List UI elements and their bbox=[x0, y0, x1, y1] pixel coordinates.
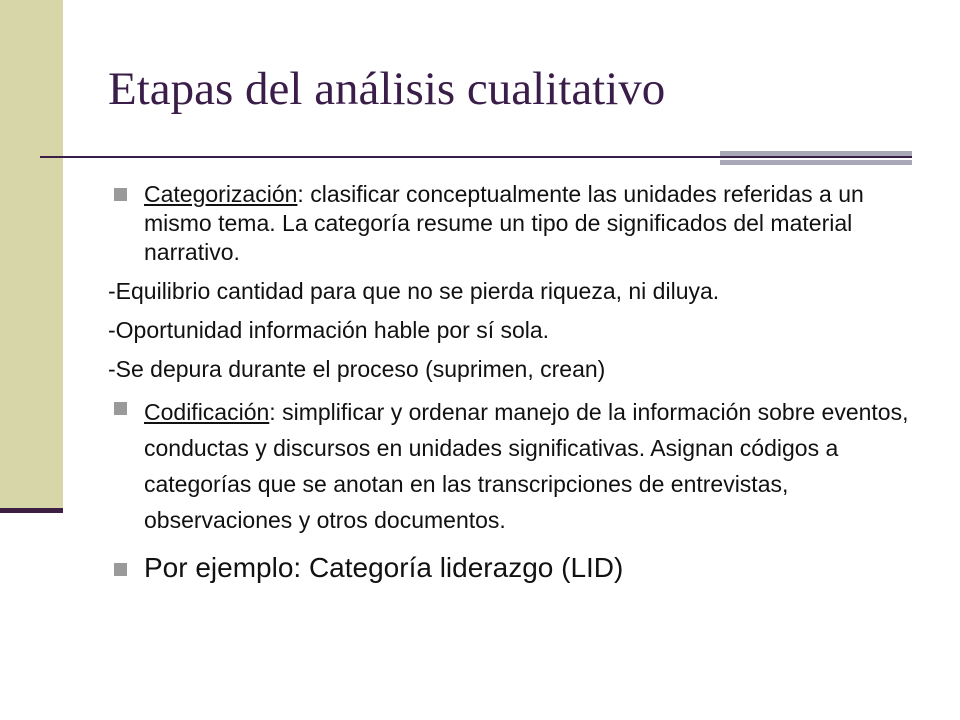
ejemplo-text: Por ejemplo: Categoría liderazgo (LID) bbox=[144, 552, 624, 583]
codificacion-text: simplificar y ordenar manejo de la información sobre eventos, conductas y discursos en unidades significativas. Asignan códigos a categorías que se anotan en las transcripciones de entrevistas, observaciones y otros documentos. bbox=[144, 399, 909, 533]
slide-title: Etapas del análisis cualitativo bbox=[108, 63, 666, 115]
bullet-categorizacion bbox=[108, 180, 918, 267]
left-band-rule bbox=[0, 508, 63, 513]
left-decorative-band bbox=[0, 0, 63, 512]
separator: : bbox=[269, 399, 283, 425]
square-bullet-icon bbox=[114, 188, 127, 201]
term-categorizacion: Categorización bbox=[144, 181, 298, 207]
square-bullet-icon bbox=[114, 402, 127, 415]
bullet-ejemplo bbox=[108, 552, 918, 584]
categorizacion-text: clasificar conceptualmente las unidades referidas a un mismo tema. La categoría resume un tipo de significados del material narrativo. bbox=[144, 181, 864, 265]
square-bullet-icon bbox=[114, 563, 127, 576]
dash-line-depura: -Se depura durante el proceso (suprimen, crean) bbox=[108, 356, 606, 382]
bullet-codificacion bbox=[108, 394, 918, 538]
dash-line-equilibrio: -Equilibrio cantidad para que no se pierda riqueza, ni diluya. bbox=[108, 278, 720, 304]
separator: : bbox=[297, 181, 311, 207]
title-underline bbox=[40, 156, 720, 158]
slide-body bbox=[108, 180, 918, 594]
title-underline-accent-bottom bbox=[720, 160, 912, 165]
dash-line-oportunidad: -Oportunidad información hable por sí sola. bbox=[108, 317, 550, 343]
title-underline-accent-line bbox=[720, 156, 912, 158]
term-codificacion: Codificación bbox=[144, 399, 270, 425]
